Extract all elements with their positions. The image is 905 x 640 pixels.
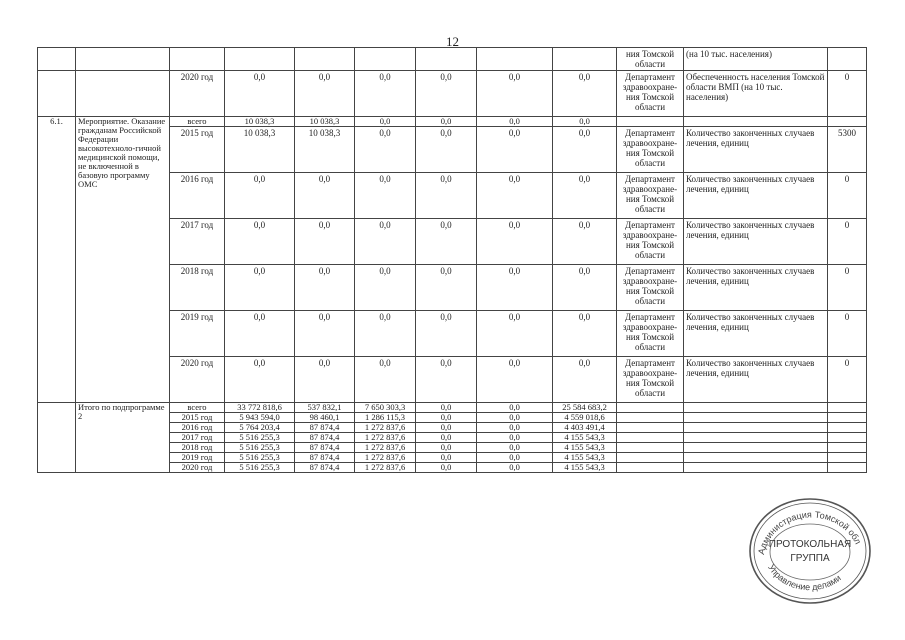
value-cell: 10 038,3 <box>225 117 295 127</box>
value-cell: 0,0 <box>295 265 355 311</box>
table-row <box>38 71 867 117</box>
value-cell: 4 155 543,3 <box>553 453 617 463</box>
value-cell: 0,0 <box>295 173 355 219</box>
value-cell: 0,0 <box>477 463 553 473</box>
value-cell: 0,0 <box>477 265 553 311</box>
value-cell: 4 155 543,3 <box>553 443 617 453</box>
value-cell: 0,0 <box>553 311 617 357</box>
value-cell: 0,0 <box>477 403 553 413</box>
value-cell: 0,0 <box>477 127 553 173</box>
value-cell: 0,0 <box>225 311 295 357</box>
value-cell: 5 516 255,3 <box>225 463 295 473</box>
value-cell: 0,0 <box>477 311 553 357</box>
svg-text:Управление делами <box>766 563 843 592</box>
value-cell: 0,0 <box>553 127 617 173</box>
table-row <box>38 48 867 71</box>
value-cell: 4 559 018,6 <box>553 413 617 423</box>
value-cell: 10 038,3 <box>295 117 355 127</box>
stamp-bottom-text: Управление делами <box>766 562 843 593</box>
value-cell: 0,0 <box>416 433 477 443</box>
value-cell: 87 874,4 <box>295 423 355 433</box>
target-cell: 5300 <box>828 127 867 173</box>
year-cell: 2016 год <box>170 173 225 219</box>
empty-cell <box>828 433 867 443</box>
target-cell: 0 <box>828 311 867 357</box>
item-name: Мероприятие. Оказание гражданам Российской Федерации высокотехноло-гичной медицинской помощи, не включенной в базовую программу ОМС <box>76 117 170 403</box>
stamp-inner-line-1: ПРОТОКОЛЬНАЯ <box>768 539 852 550</box>
empty-cell <box>684 413 828 423</box>
dept-cell: ния Томской области <box>617 48 684 71</box>
value-cell: 0,0 <box>553 71 617 117</box>
dept-cell: Департамент здравоохране-ния Томской области <box>617 357 684 403</box>
empty-cell <box>684 443 828 453</box>
value-cell: 0,0 <box>416 71 477 117</box>
value-cell: 0,0 <box>416 463 477 473</box>
value-cell: 0,0 <box>416 357 477 403</box>
year-cell: 2019 год <box>170 453 225 463</box>
target-cell: 0 <box>828 219 867 265</box>
value-cell: 0,0 <box>416 413 477 423</box>
value-cell: 0,0 <box>295 219 355 265</box>
value-cell: 0,0 <box>416 173 477 219</box>
value-cell: 0,0 <box>477 423 553 433</box>
value-cell: 1 272 837,6 <box>355 433 416 443</box>
official-stamp <box>746 495 874 605</box>
empty-cell <box>684 463 828 473</box>
value-cell: 0,0 <box>477 173 553 219</box>
empty-cell <box>828 463 867 473</box>
dept-cell: Департамент здравоохране-ния Томской области <box>617 311 684 357</box>
value-cell: 0,0 <box>355 71 416 117</box>
empty-cell <box>828 403 867 413</box>
value-cell: 0,0 <box>416 127 477 173</box>
value-cell: 0,0 <box>553 357 617 403</box>
indicator-cell: Количество законченных случаев лечения, единиц <box>684 265 828 311</box>
value-cell: 0,0 <box>225 357 295 403</box>
indicator-cell: Количество законченных случаев лечения, единиц <box>684 311 828 357</box>
value-cell: 0,0 <box>477 453 553 463</box>
value-cell: 0,0 <box>355 311 416 357</box>
totals-blank <box>38 403 76 473</box>
page-number: 12 <box>446 34 459 49</box>
value-cell: 4 155 543,3 <box>553 433 617 443</box>
value-cell: 5 516 255,3 <box>225 433 295 443</box>
value-cell: 0,0 <box>416 265 477 311</box>
value-cell: 0,0 <box>355 219 416 265</box>
indicator-cell: Количество законченных случаев лечения, единиц <box>684 127 828 173</box>
value-cell: 0,0 <box>225 71 295 117</box>
year-cell: 2016 год <box>170 423 225 433</box>
value-cell: 0,0 <box>295 357 355 403</box>
value-cell: 0,0 <box>416 423 477 433</box>
empty-cell <box>617 443 684 453</box>
value-cell: 0,0 <box>416 453 477 463</box>
value-cell: 0,0 <box>416 403 477 413</box>
table-row <box>38 403 867 413</box>
target-cell: 0 <box>828 173 867 219</box>
value-cell: 1 272 837,6 <box>355 423 416 433</box>
target-cell: 0 <box>828 357 867 403</box>
value-cell: 1 272 837,6 <box>355 463 416 473</box>
year-cell: 2015 год <box>170 413 225 423</box>
value-cell: 0,0 <box>355 127 416 173</box>
value-cell: 33 772 818,6 <box>225 403 295 413</box>
value-cell: 0,0 <box>553 117 617 127</box>
empty-cell <box>828 443 867 453</box>
value-cell: 0,0 <box>477 357 553 403</box>
indicator-cell: (на 10 тыс. населения) <box>684 48 828 71</box>
budget-table <box>37 47 867 473</box>
table-row <box>38 117 867 127</box>
year-cell: 2020 год <box>170 357 225 403</box>
value-cell: 0,0 <box>416 219 477 265</box>
empty-cell <box>684 403 828 413</box>
empty-cell <box>684 423 828 433</box>
dept-cell: Департамент здравоохране-ния Томской области <box>617 265 684 311</box>
empty-cell <box>828 453 867 463</box>
empty-cell <box>684 433 828 443</box>
value-cell: 98 460,1 <box>295 413 355 423</box>
value-cell: 0,0 <box>416 443 477 453</box>
stamp-inner-line-2: ГРУППА <box>790 553 830 564</box>
value-cell: 0,0 <box>355 173 416 219</box>
year-cell: 2019 год <box>170 311 225 357</box>
value-cell: 0,0 <box>477 413 553 423</box>
year-cell: всего <box>170 403 225 413</box>
value-cell: 0,0 <box>477 219 553 265</box>
value-cell: 1 272 837,6 <box>355 453 416 463</box>
value-cell: 0,0 <box>553 173 617 219</box>
value-cell: 0,0 <box>477 71 553 117</box>
year-cell: 2020 год <box>170 463 225 473</box>
empty-cell <box>617 403 684 413</box>
value-cell: 87 874,4 <box>295 433 355 443</box>
empty-cell <box>617 423 684 433</box>
value-cell: 5 943 594,0 <box>225 413 295 423</box>
dept-cell: Департамент здравоохране-ния Томской области <box>617 173 684 219</box>
value-cell: 4 403 491,4 <box>553 423 617 433</box>
value-cell: 0,0 <box>225 173 295 219</box>
year-cell: 2017 год <box>170 433 225 443</box>
empty-cell <box>684 453 828 463</box>
value-cell: 10 038,3 <box>295 127 355 173</box>
empty-cell <box>617 453 684 463</box>
indicator-cell: Количество законченных случаев лечения, единиц <box>684 219 828 265</box>
value-cell: 4 155 543,3 <box>553 463 617 473</box>
value-cell: 0,0 <box>553 219 617 265</box>
value-cell: 5 764 203,4 <box>225 423 295 433</box>
dept-cell: Департамент здравоохране-ния Томской области <box>617 219 684 265</box>
value-cell: 0,0 <box>355 265 416 311</box>
value-cell: 0,0 <box>225 265 295 311</box>
year-cell: 2017 год <box>170 219 225 265</box>
stamp-outer-text: Администрация Томской обл <box>756 509 864 556</box>
value-cell: 87 874,4 <box>295 463 355 473</box>
value-cell: 0,0 <box>355 117 416 127</box>
value-cell: 0,0 <box>416 311 477 357</box>
year-cell: всего <box>170 117 225 127</box>
year-cell: 2020 год <box>170 71 225 117</box>
value-cell: 0,0 <box>477 117 553 127</box>
dept-cell: Департамент здравоохране-ния Томской области <box>617 127 684 173</box>
empty-cell <box>617 433 684 443</box>
value-cell: 5 516 255,3 <box>225 443 295 453</box>
empty-cell <box>828 413 867 423</box>
value-cell: 87 874,4 <box>295 443 355 453</box>
value-cell: 10 038,3 <box>225 127 295 173</box>
empty-cell <box>617 413 684 423</box>
totals-name: Итого по подпрограмме 2 <box>76 403 170 473</box>
value-cell: 0,0 <box>477 433 553 443</box>
value-cell: 0,0 <box>477 443 553 453</box>
item-number: 6.1. <box>38 117 76 403</box>
value-cell: 5 516 255,3 <box>225 453 295 463</box>
empty-cell <box>828 423 867 433</box>
empty-cell <box>617 463 684 473</box>
dept-cell: Департамент здравоохране-ния Томской области <box>617 71 684 117</box>
value-cell: 87 874,4 <box>295 453 355 463</box>
target-cell: 0 <box>828 265 867 311</box>
value-cell: 537 832,1 <box>295 403 355 413</box>
value-cell: 1 272 837,6 <box>355 443 416 453</box>
value-cell: 0,0 <box>355 357 416 403</box>
value-cell: 0,0 <box>553 265 617 311</box>
indicator-cell: Количество законченных случаев лечения, единиц <box>684 173 828 219</box>
value-cell: 25 584 683,2 <box>553 403 617 413</box>
value-cell: 0,0 <box>416 117 477 127</box>
value-cell: 0,0 <box>225 219 295 265</box>
value-cell: 0,0 <box>295 71 355 117</box>
target-cell: 0 <box>828 71 867 117</box>
value-cell: 0,0 <box>295 311 355 357</box>
indicator-cell: Количество законченных случаев лечения, единиц <box>684 357 828 403</box>
year-cell: 2018 год <box>170 265 225 311</box>
year-cell: 2018 год <box>170 443 225 453</box>
year-cell: 2015 год <box>170 127 225 173</box>
value-cell: 7 650 303,3 <box>355 403 416 413</box>
indicator-cell: Обеспеченность населения Томской области ВМП (на 10 тыс. населения) <box>684 71 828 117</box>
value-cell: 1 286 115,3 <box>355 413 416 423</box>
